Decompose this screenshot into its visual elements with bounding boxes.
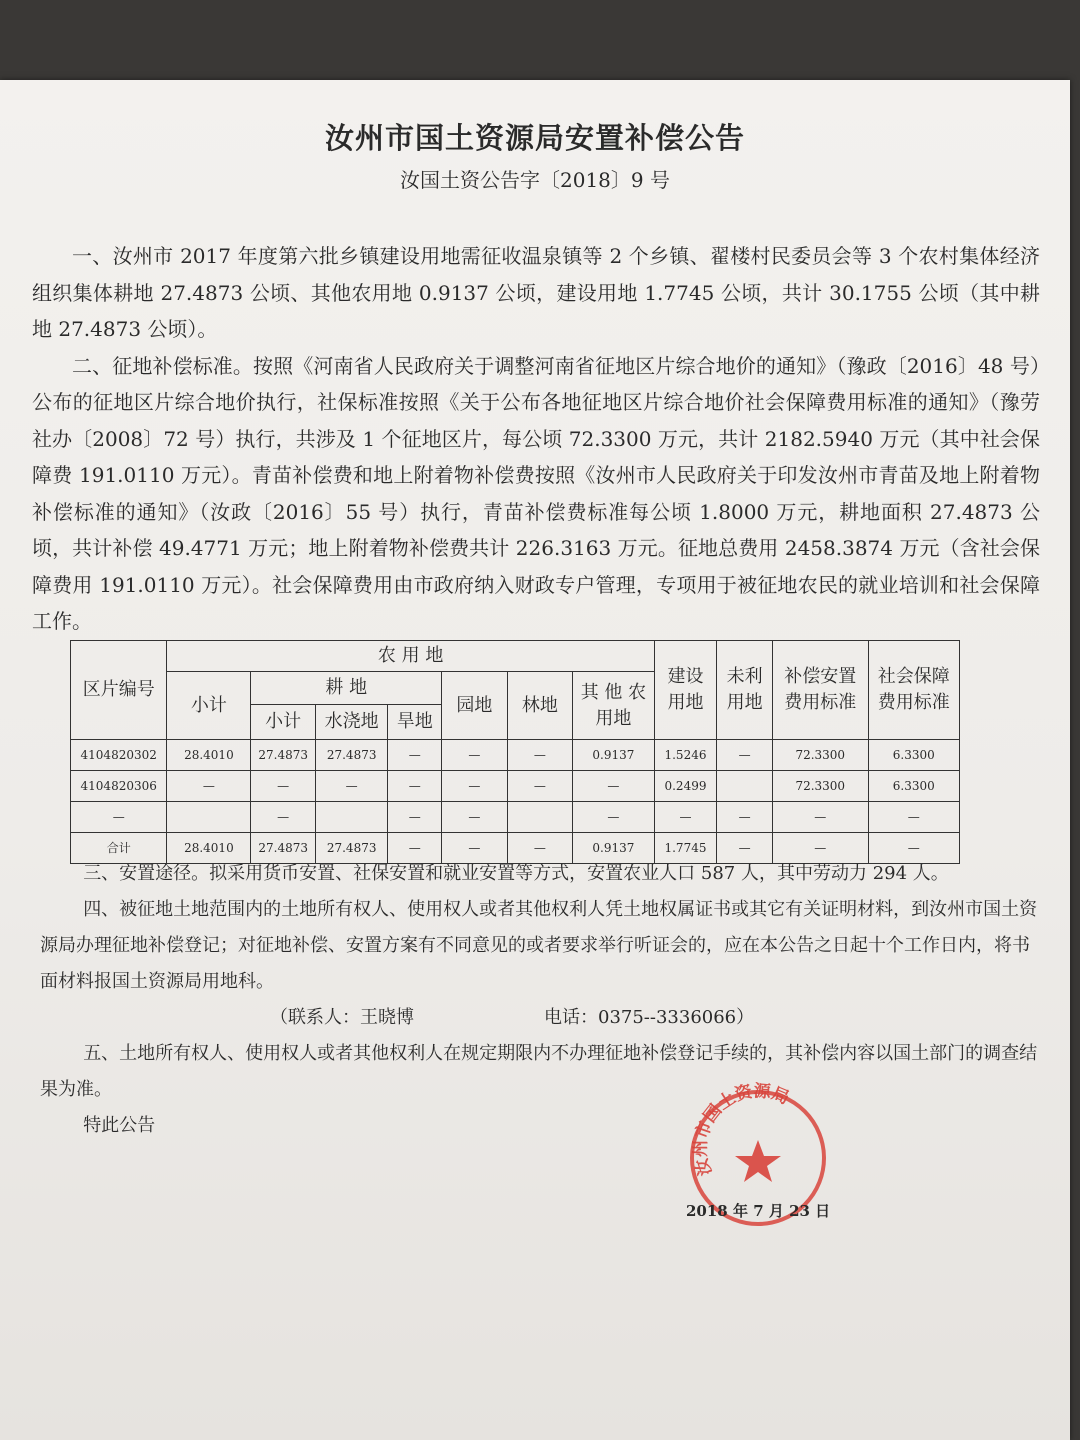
header-zone-no: 区片编号 [71,641,167,740]
document-number: 汝国土资公告字〔2018〕9 号 [400,168,670,192]
closing-text: 特此公告 [83,1115,156,1136]
table-cell: — [573,771,655,802]
table-cell: 72.3300 [773,740,869,771]
table-cell: 4104820302 [71,740,167,771]
table-cell: 27.4873 [251,833,316,864]
header-social-standard: 社会保障 费用标准 [868,641,960,740]
header-other-farmland: 其 他 农用地 [573,672,655,740]
table-cell: — [773,802,869,833]
table-cell: 合计 [71,833,167,864]
seal-text: 汝州市国土资源局 [690,1081,792,1179]
table-cell: — [868,833,960,864]
table-cell: — [251,771,316,802]
header-arable-subtotal: 小计 [251,705,316,740]
table-cell [315,802,387,833]
table-cell: — [507,740,572,771]
header-forest: 林地 [507,672,572,740]
table-cell [507,802,572,833]
table-row [71,802,960,833]
table-cell: — [388,802,442,833]
header-subtotal: 小计 [167,672,251,740]
table-cell: 1.7745 [654,833,716,864]
compensation-table [70,640,960,864]
header-comp-standard: 补偿安置 费用标准 [773,641,869,740]
svg-text:汝州市国土资源局 [691,1080,792,1178]
table-cell: 27.4873 [251,740,316,771]
table-cell: — [167,771,251,802]
table-cell: 27.4873 [315,833,387,864]
table-cell: — [654,802,716,833]
table-cell [717,771,773,802]
table-cell: — [442,802,507,833]
table-cell [167,802,251,833]
paragraph-4: 四、被征地土地范围内的土地所有权人、使用权人或者其他权利人凭土地权属证书或其它有关证明材料，到汝州市国土资源局办理征地补偿登记；对征地补偿、安置方案有不同意见的或者要求举行听证会的，应在本公告之日起十个工作日内，将书面材料报国土资源局用地科。 [40,899,1038,992]
notice-document [0,80,1070,1440]
table-cell: 0.9137 [573,833,655,864]
table-cell: 6.3300 [868,771,960,802]
table-cell: — [388,740,442,771]
table-cell: — [717,802,773,833]
star-icon [735,1140,781,1182]
header-arable: 耕 地 [251,672,442,705]
contact-phone: 电话：0375--3336066） [544,1007,755,1028]
contact-line [40,1000,1040,1036]
table-cell: — [573,802,655,833]
table-cell: 1.5246 [654,740,716,771]
table-cell: 27.4873 [315,740,387,771]
table-cell: 28.4010 [167,833,251,864]
paragraph-3: 三、安置途径。拟采用货币安置、社保安置和就业安置等方式，安置农业人口 587 人，其中劳动力 294 人。 [83,863,949,884]
table-cell: — [442,833,507,864]
table-cell: — [388,833,442,864]
document-title: 汝州市国土资源局安置补偿公告 [324,121,745,155]
table-cell: 0.2499 [654,771,716,802]
table-row [71,740,960,771]
table-cell: 4104820306 [71,771,167,802]
table-cell: 28.4010 [167,740,251,771]
issue-date: 2018 年 7 月 23 日 [686,1202,831,1220]
header-farmland: 农 用 地 [167,641,654,672]
table-cell: 6.3300 [868,740,960,771]
table-cell: — [507,833,572,864]
table-cell: — [717,833,773,864]
table-cell: — [868,802,960,833]
table-cell: — [388,771,442,802]
header-irrigated: 水浇地 [315,705,387,740]
table-cell: 0.9137 [573,740,655,771]
table-cell: 72.3300 [773,771,869,802]
table-cell: — [442,740,507,771]
notice-body-lower [40,856,1040,1144]
table-cell: — [71,802,167,833]
table-cell: — [251,802,316,833]
table-cell: — [315,771,387,802]
paragraph-5: 五、土地所有权人、使用权人或者其他权利人在规定期限内不办理征地补偿登记手续的，其补偿内容以国土部门的调查结果为准。 [40,1043,1038,1100]
table-cell: — [773,833,869,864]
table-row [71,771,960,802]
header-dry: 旱地 [388,705,442,740]
table-cell: — [717,740,773,771]
paragraph-1: 一、汝州市 2017 年度第六批乡镇建设用地需征收温泉镇等 2 个乡镇、翟楼村民委员会等 3 个农村集体经济组织集体耕地 27.4873 公顷、其他农用地 0.9137 公顷，建设用地 1.7745 公顷，共计 30.1755 公顷（其中耕地 27.4873 公顷）。 [32,244,1040,341]
header-construction: 建设 用地 [654,641,716,740]
table-cell: — [442,771,507,802]
header-unused: 未利 用地 [717,641,773,740]
header-garden: 园地 [442,672,507,740]
paragraph-2: 二、征地补偿标准。按照《河南省人民政府关于调整河南省征地区片综合地价的通知》（豫政〔2016〕48 号）公布的征地区片综合地价执行，社保标准按照《关于公布各地征地区片综合地价社会保障费用标准的通知》（豫劳社办〔2008〕72 号）执行，共涉及 1 个征地区片，每公顷 72.3300 万元，共计 2182.5940 万元（其中社会保障费 191.0110 万元）。青苗补偿费和地上附着物补偿费按照《汝州市人民政府关于印发汝州市青苗及地上附着物补偿标准的通知》（汝政〔2016〕55 号）执行，青苗补偿费标准每公顷 1.8000 万元，耕地面积 27.4873 公顷，共计补偿 49.4771 万元；地上附着物补偿费共计 226.3163 万元。征地总费用 2458.3874 万元（含社会保障费用 191.0110 万元）。社会保障费用由市政府纳入财政专户管理，专项用于被征地农民的就业培训和社会保障工作。 [32,353,1040,633]
notice-body [32,238,1040,640]
table-cell: — [507,771,572,802]
contact-person: （联系人：王晓博 [270,1007,414,1028]
